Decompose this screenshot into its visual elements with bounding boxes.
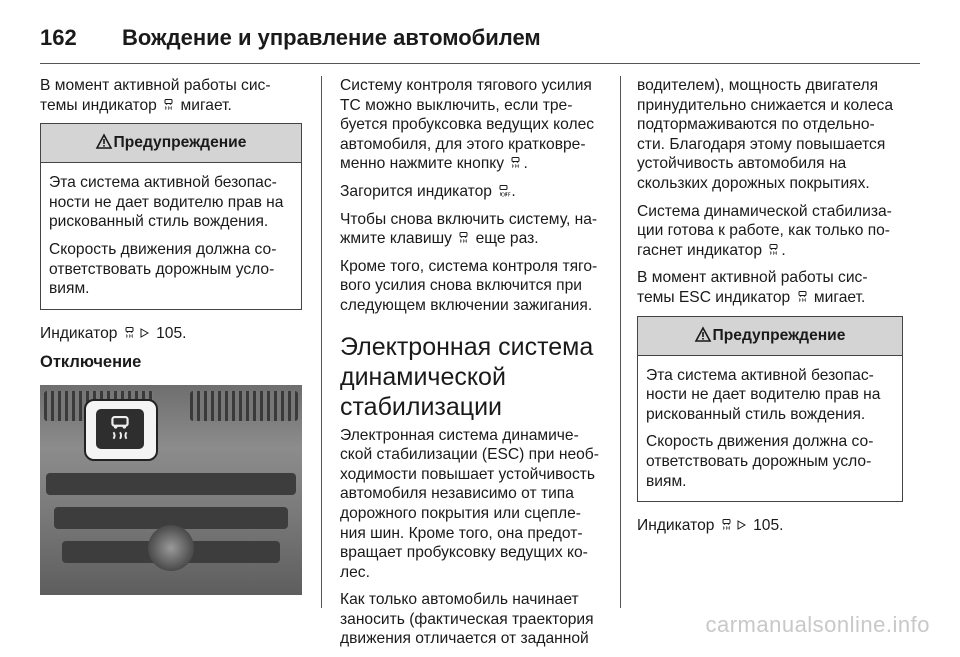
paragraph-power-reduction: водителем), мощность двигателя принудительно снижается и колеса подтормаживаются по отдельно- сти. Благодаря этому повышается устойчивость автомобиля на скользких дорожных покрытиях. — [637, 77, 894, 192]
warning-triangle-icon — [695, 319, 711, 334]
car-skid-icon — [768, 244, 779, 256]
dashboard-photo — [40, 385, 302, 595]
paragraph-tc-off: Систему контроля тягового усилия ТС можно выключить, если тре- буется пробуксовка ведущих колес автомобиля, для этого кратковре- менно нажмите кнопку . — [340, 77, 595, 173]
car-skid-icon — [797, 291, 808, 303]
car-skid-icon — [108, 416, 132, 442]
warning-header — [638, 317, 902, 356]
paragraph-active-indicator: В момент активной работы сис- темы индикатор мигает. — [40, 77, 271, 114]
paragraph-esc-ready: Система динамической стабилиза- ции готова к работе, как только по- гаснет индикатор . — [637, 202, 892, 259]
page-reference-icon — [736, 519, 747, 531]
svg-text:OFF: OFF — [501, 192, 512, 199]
paragraph-esc-description: Электронная система динамиче- ской стабилизации (ESC) при необ- ходимости повышает устойчивость автомобиля независимо от типа дорожного покрытия или сцепле- ния шин. Кроме того, она предот- вращает пробуксовку ведущих ко- лес. — [340, 426, 599, 581]
paragraph-reenable: Чтобы снова включить систему, на- жмите клавишу еще раз. — [340, 210, 598, 248]
column-divider-2 — [620, 76, 621, 608]
warning-header — [41, 124, 301, 163]
warning-text-2: Скорость движения должна со- ответствовать дорожным усло- виям. — [49, 240, 277, 298]
paragraph-indicator-lights: Загорится индикатор OFF . — [340, 182, 516, 200]
car-skid-icon — [163, 99, 174, 111]
car-skid-icon — [124, 327, 135, 339]
warning-triangle-icon — [96, 126, 112, 141]
paragraph-ignition: Кроме того, система контроля тяго- вого усилия снова включится при следующем включении зажигания. — [340, 257, 598, 314]
warning-title: Предупреждение — [712, 326, 846, 344]
section-heading-esc: Электронная система динамической стабилизации — [340, 332, 594, 421]
column-3 — [637, 76, 903, 544]
car-skid-icon — [458, 232, 469, 244]
page-reference-icon — [139, 327, 150, 339]
warning-text-2: Скорость движения должна со- ответствовать дорожным усло- виям. — [646, 433, 874, 490]
paragraph-skid-start: Как только автомобиль начинает заносить (фактическая траектория движения отличается от заданной — [340, 591, 594, 648]
paragraph-esc-active: В момент активной работы сис- темы ESC индикатор мигает. — [637, 269, 868, 306]
page-title: Вождение и управление автомобилем — [122, 25, 541, 50]
warning-text-1: Эта система активной безопас- ности не дает водителю прав на рискованный стиль вождения. — [49, 174, 284, 231]
indicator-reference: Индикатор 105. — [637, 517, 784, 535]
car-skid-icon — [721, 519, 732, 531]
car-skid-off-icon — [498, 185, 512, 199]
warning-title: Предупреждение — [113, 134, 247, 152]
warning-box — [637, 316, 903, 503]
indicator-reference: Индикатор 105. — [40, 324, 187, 342]
watermark: carmanualsonline.info — [705, 612, 930, 637]
warning-box — [40, 123, 302, 310]
header-divider — [40, 63, 920, 64]
section-heading-disable: Отключение — [40, 353, 142, 372]
column-1 — [40, 76, 302, 595]
car-skid-icon — [510, 157, 521, 169]
warning-text-1: Эта система активной безопас- ности не дает водителю прав на рискованный стиль вождения. — [646, 366, 881, 423]
page-header — [40, 16, 920, 60]
page-number: 162 — [40, 25, 77, 50]
column-divider-1 — [321, 76, 322, 608]
column-2 — [340, 76, 604, 657]
tc-button-callout — [84, 399, 158, 461]
traction-control-button — [96, 409, 144, 449]
